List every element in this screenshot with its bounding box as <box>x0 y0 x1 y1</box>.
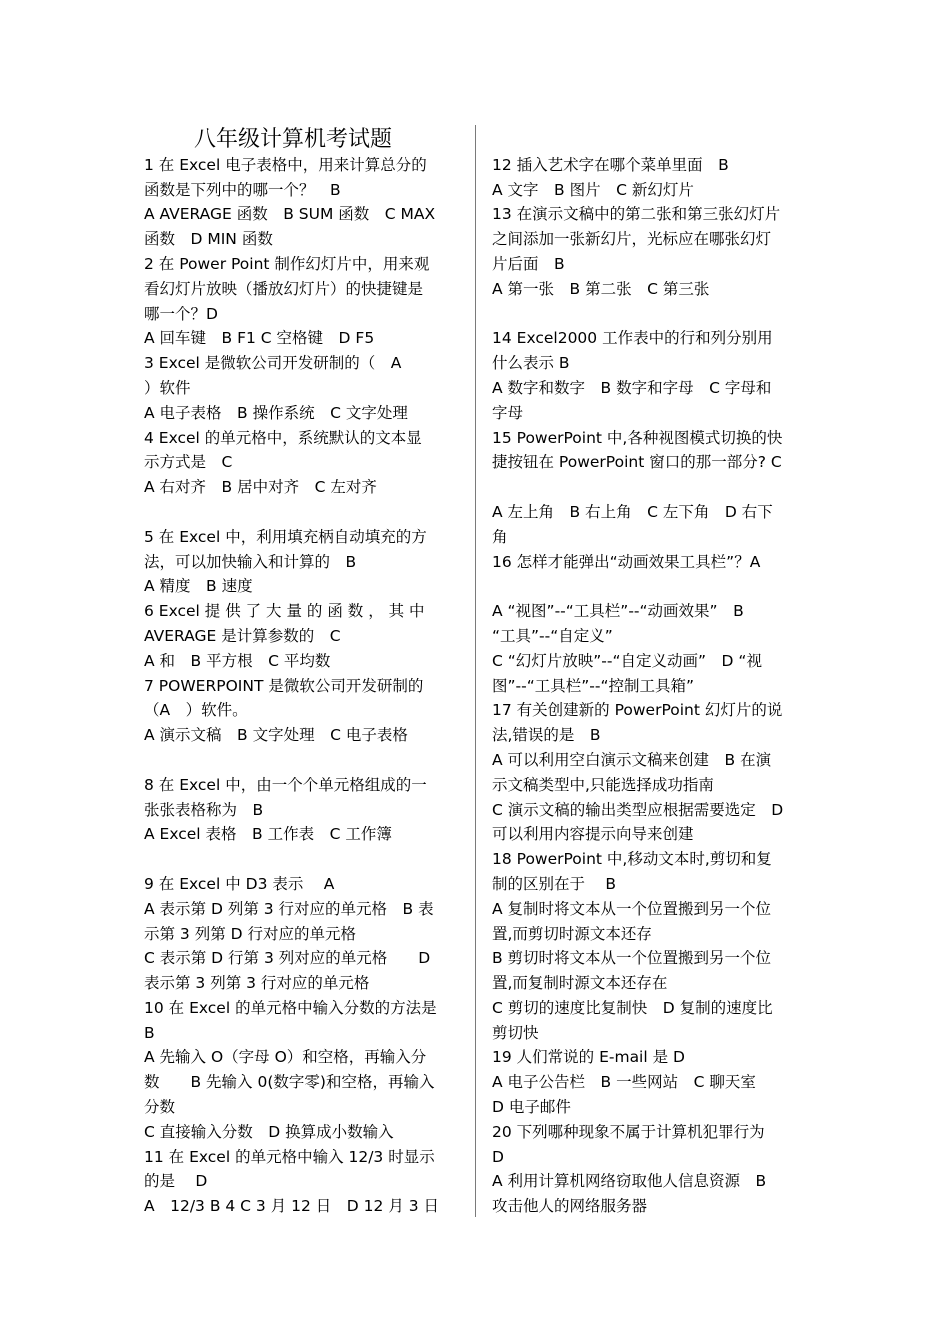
question-text-line: 13 在演示文稿中的第二张和第三张幻灯片 <box>492 205 781 224</box>
question-text-line: 6 Excel 提 供 了 大 量 的 函 数 ， 其 中 <box>144 602 425 621</box>
blank-line <box>144 748 460 773</box>
question-text-line: D <box>492 1147 504 1166</box>
blank-line <box>492 574 810 599</box>
question-text-line: 示方式是 C <box>144 453 233 472</box>
question-text-line: A Excel 表格 B 工作表 C 工作簿 <box>144 825 392 844</box>
blank-line <box>492 475 810 500</box>
question-text-line: A 电子表格 B 操作系统 C 文字处理 <box>144 403 408 422</box>
question-text-line: 图”--“工具栏”--“控制工具箱” <box>492 676 695 695</box>
question-text-line: C 直接输入分数 D 换算成小数输入 <box>144 1122 394 1141</box>
question-text-line: A 可以利用空白演示文稿来创建 B 在演 <box>492 750 772 769</box>
question-text-line: B 剪切时将文本从一个位置搬到另一个位 <box>492 949 772 968</box>
question-text-line: 什么表示 B <box>492 354 570 373</box>
question-text-line: 字母 <box>492 403 524 422</box>
question-text-line: A 12/3 B 4 C 3 月 12 日 D 12 月 3 日 <box>144 1197 440 1216</box>
question-text-line: 18 PowerPoint 中,移动文本时,剪切和复 <box>492 850 772 869</box>
question-text-line: 11 在 Excel 的单元格中输入 12/3 时显示 <box>144 1147 435 1166</box>
question-text-line: 2 在 Power Point 制作幻灯片中，用来观 <box>144 254 430 273</box>
question-text-line: 数 B 先输入 0(数字零)和空格，再输入 <box>144 1073 435 1092</box>
question-text-line: A 右对齐 B 居中对齐 C 左对齐 <box>144 478 377 497</box>
question-text-line: 10 在 Excel 的单元格中输入分数的方法是 <box>144 998 437 1017</box>
question-text-line: 20 下列哪种现象不属于计算机犯罪行为 <box>492 1122 765 1141</box>
question-text-line: 哪一个？D <box>144 304 218 323</box>
question-text-line: 的是 D <box>144 1172 208 1191</box>
blank-line <box>492 302 810 327</box>
question-text-line: 19 人们常说的 E-mail 是 D <box>492 1048 685 1067</box>
question-text-line: A 文字 B 图片 C 新幻灯片 <box>492 180 694 199</box>
question-text-line: 8 在 Excel 中，由一个个单元格组成的一 <box>144 775 427 794</box>
question-text-line: B <box>144 1023 155 1042</box>
question-text-line: 表示第 3 列第 3 行对应的单元格 <box>144 974 370 993</box>
question-text-line: A 复制时将文本从一个位置搬到另一个位 <box>492 899 772 918</box>
question-text-line: 12 插入艺术字在哪个菜单里面 B <box>492 155 729 174</box>
question-text-line: 角 <box>492 527 508 546</box>
question-text-line: A 回车键 B F1 C 空格键 D F5 <box>144 329 375 348</box>
left-column <box>144 128 460 1219</box>
question-text-line: ）软件 <box>144 378 191 397</box>
question-text-line: 5 在 Excel 中，利用填充柄自动填充的方 <box>144 527 427 546</box>
document-title: 八年级计算机考试题 <box>194 127 393 152</box>
question-text-line: 之间添加一张新幻片，光标应在哪张幻灯 <box>492 230 772 249</box>
question-text-line: 函数是下列中的哪一个？ B <box>144 180 341 199</box>
question-text-line: 4 Excel 的单元格中，系统默认的文本显 <box>144 428 422 447</box>
question-text-line: 15 PowerPoint 中,各种视图模式切换的快 <box>492 428 783 447</box>
question-text-line: 14 Excel2000 工作表中的行和列分别用 <box>492 329 773 348</box>
question-text-line: 张张表格称为 B <box>144 800 264 819</box>
right-column-top-spacer <box>492 128 810 153</box>
blank-line <box>144 847 460 872</box>
question-text-line: 法,错误的是 B <box>492 726 601 745</box>
question-text-line: C 剪切的速度比复制快 D 复制的速度比 <box>492 998 773 1017</box>
question-text-line: 片后面 B <box>492 254 565 273</box>
left-question-list <box>144 153 460 1219</box>
question-text-line: 1 在 Excel 电子表格中，用来计算总分的 <box>144 155 427 174</box>
question-text-line: C 演示文稿的输出类型应根据需要选定 D <box>492 800 784 819</box>
question-text-line: C 表示第 D 行第 3 列对应的单元格 D <box>144 949 431 968</box>
question-text-line: A 第一张 B 第二张 C 第三张 <box>492 279 710 298</box>
question-text-line: A 演示文稿 B 文字处理 C 电子表格 <box>144 726 408 745</box>
question-text-line: C “幻灯片放映”--“自定义动画” D “视 <box>492 651 762 670</box>
blank-line <box>144 500 460 525</box>
question-text-line: A 和 B 平方根 C 平均数 <box>144 651 331 670</box>
question-text-line: 示文稿类型中,只能选择成功指南 <box>492 775 714 794</box>
question-text-line: 法，可以加快输入和计算的 B <box>144 552 357 571</box>
question-text-line: 看幻灯片放映（播放幻灯片）的快捷键是 <box>144 279 424 298</box>
question-text-line: A 表示第 D 列第 3 行对应的单元格 B 表 <box>144 899 434 918</box>
question-text-line: A 左上角 B 右上角 C 左下角 D 右下 <box>492 502 773 521</box>
question-text-line: 17 有关创建新的 PowerPoint 幻灯片的说 <box>492 701 783 720</box>
question-text-line: A 利用计算机网络窃取他人信息资源 B <box>492 1172 767 1191</box>
question-text-line: A “视图”--“工具栏”--“动画效果” B <box>492 602 744 621</box>
right-question-list <box>492 153 810 1219</box>
right-column <box>492 128 810 1219</box>
column-divider <box>475 125 476 1217</box>
question-text-line: 函数 D MIN 函数 <box>144 230 273 249</box>
question-text-line: 9 在 Excel 中 D3 表示 A <box>144 874 335 893</box>
question-text-line: A AVERAGE 函数 B SUM 函数 C MAX <box>144 205 436 224</box>
question-text-line: “工具”--“自定义” <box>492 626 613 645</box>
question-text-line: 16 怎样才能弹出“动画效果工具栏”？A <box>492 552 761 571</box>
question-text-line: 置,而剪切时源文本还存 <box>492 924 652 943</box>
question-text-line: AVERAGE 是计算参数的 C <box>144 626 341 645</box>
question-text-line: A 数字和数字 B 数字和字母 C 字母和 <box>492 378 772 397</box>
question-text-line: D 电子邮件 <box>492 1098 571 1117</box>
question-text-line: 可以利用内容提示向导来创建 <box>492 825 694 844</box>
question-text-line: 制的区别在于 B <box>492 874 617 893</box>
question-text-line: 置,而复制时源文本还存在 <box>492 974 668 993</box>
question-text-line: 示第 3 列第 D 行对应的单元格 <box>144 924 357 943</box>
question-text-line: 7 POWERPOINT 是微软公司开发研制的 <box>144 676 424 695</box>
question-text-line: A 电子公告栏 B 一些网站 C 聊天室 <box>492 1073 756 1092</box>
question-text-line: A 精度 B 速度 <box>144 577 253 596</box>
question-text-line: 攻击他人的网络服务器 <box>492 1197 648 1216</box>
question-text-line: （A ）软件。 <box>144 701 248 720</box>
question-text-line: 捷按钮在 PowerPoint 窗口的那一部分? C <box>492 453 782 472</box>
question-text-line: 分数 <box>144 1098 176 1117</box>
question-text-line: 3 Excel 是微软公司开发研制的（ A <box>144 354 402 373</box>
question-text-line: A 先输入 O（字母 O）和空格，再输入分 <box>144 1048 427 1067</box>
question-text-line: 剪切快 <box>492 1023 539 1042</box>
